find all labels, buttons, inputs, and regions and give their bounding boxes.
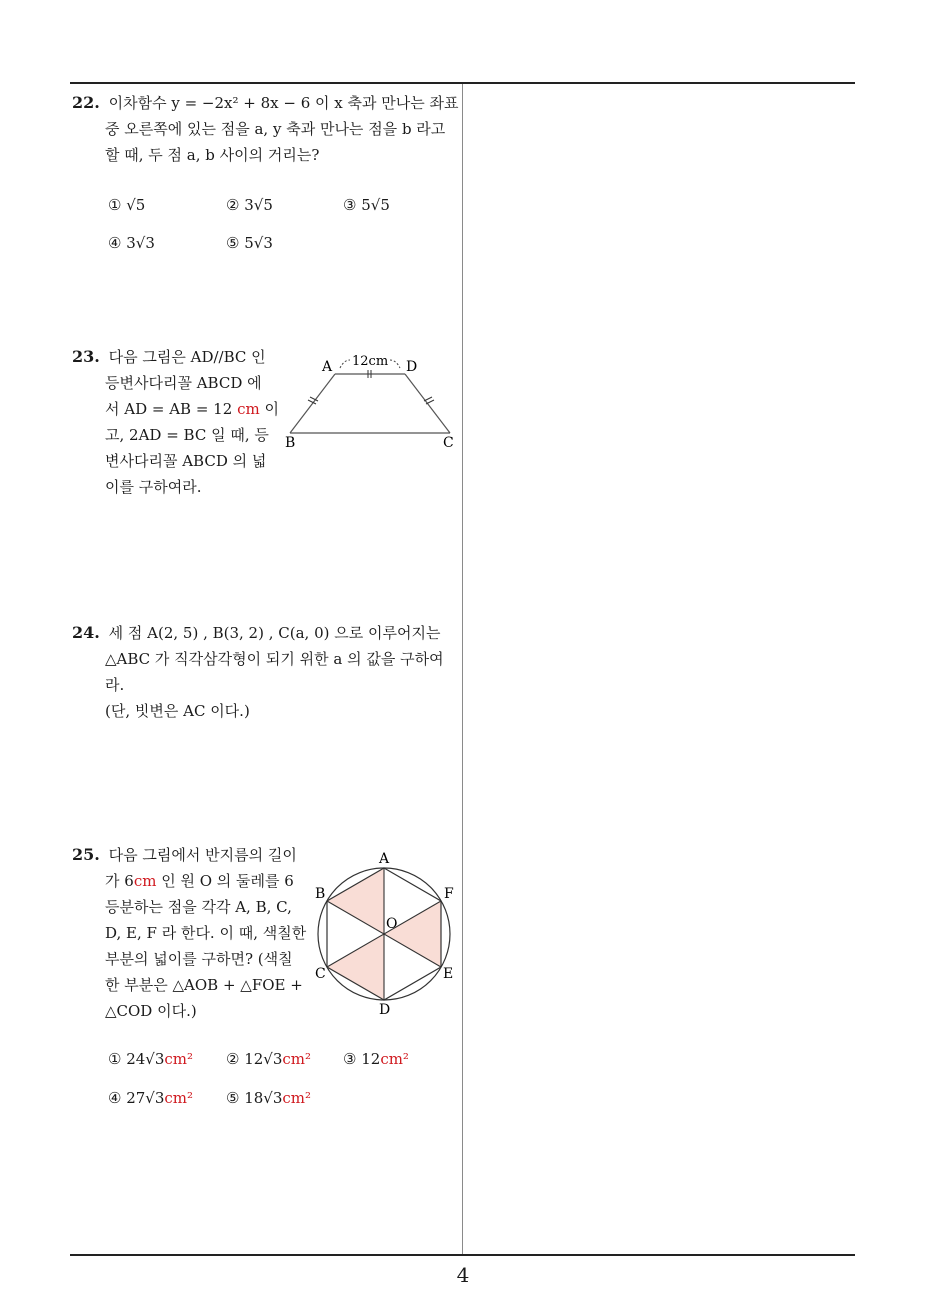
question-number: 23. (72, 347, 100, 366)
question-number: 25. (72, 845, 100, 864)
choice-1[interactable]: ① 24√3cm² (108, 1050, 194, 1068)
choice-4[interactable]: ④ 27√3cm² (108, 1089, 194, 1107)
question-24-body (105, 646, 444, 724)
choice-5[interactable]: ⑤ 5√3 (226, 234, 273, 252)
question-25-body (105, 868, 306, 1024)
point-b-label: B (315, 886, 326, 902)
center-o-label: O (386, 916, 398, 932)
point-d-label: D (379, 1002, 391, 1018)
choice-3[interactable]: ③ 12cm² (343, 1050, 409, 1068)
choice-1[interactable]: ① √5 (108, 196, 146, 214)
question-text-line: 서 AD = AB = 12 cm 이 (105, 400, 279, 418)
question-text-line: D, E, F 라 한다. 이 때, 색칠한 (105, 924, 307, 942)
question-number: 24. (72, 623, 100, 642)
point-a-label: A (379, 851, 390, 867)
unit-cm: cm (237, 400, 260, 418)
choice-3[interactable]: ③ 5√5 (343, 196, 390, 214)
unit-cm2: cm² (164, 1089, 194, 1107)
choice-4[interactable]: ④ 3√3 (108, 234, 155, 252)
choice-5[interactable]: ⑤ 18√3cm² (226, 1089, 312, 1107)
unit-cm2: cm² (380, 1050, 409, 1068)
question-text-line: 세 점 A(2, 5) , B(3, 2) , C(a, 0) 으로 이루어지는 (108, 624, 441, 642)
bottom-rule (70, 1254, 855, 1256)
page-number: 4 (456, 1263, 470, 1287)
trapezoid-figure (280, 350, 460, 455)
question-25 (72, 842, 297, 868)
question-text-line: 할 때, 두 점 a, b 사이의 거리는? (105, 146, 320, 164)
unit-cm2: cm² (282, 1050, 312, 1068)
question-text-line: 한 부분은 △AOB + △FOE + (105, 976, 303, 994)
question-22-body (105, 116, 445, 168)
question-text-line: △COD 이다.) (105, 1002, 197, 1020)
question-text-line: 다음 그림은 AD//BC 인 (108, 348, 266, 366)
question-text-line: 중 오른쪽에 있는 점을 a, y 축과 만나는 점을 b 라고 (105, 120, 446, 138)
question-text-line: (단, 빗변은 AC 이다.) (105, 702, 250, 720)
point-f-label: F (444, 886, 454, 902)
question-text-line: 다음 그림에서 반지름의 길이 (108, 846, 297, 864)
point-e-label: E (443, 966, 454, 982)
question-23-body (105, 370, 279, 500)
question-text-line: 라. (105, 676, 125, 694)
question-22 (72, 90, 459, 116)
hexagon-circle-figure (310, 850, 460, 1020)
vertex-d-label: D (406, 359, 418, 375)
question-text-line: 가 6cm 인 원 O 의 둘레를 6 (105, 872, 294, 890)
question-text-line: 부분의 넓이를 구하면? (색칠 (105, 950, 293, 968)
question-text-line: △ABC 가 직각삼각형이 되기 위한 a 의 값을 구하여 (105, 650, 444, 668)
question-number: 22. (72, 93, 100, 112)
question-24 (72, 620, 440, 646)
question-23 (72, 344, 266, 370)
unit-cm: cm (133, 872, 157, 890)
unit-cm2: cm² (282, 1089, 312, 1107)
question-text-line: 이차함수 y = −2x² + 8x − 6 이 x 축과 만나는 좌표 (108, 94, 459, 112)
question-text-line: 변사다리꼴 ABCD 의 넓 (105, 452, 267, 470)
point-c-label: C (315, 966, 326, 982)
question-text-line: 등변사다리꼴 ABCD 에 (105, 374, 262, 392)
unit-cm2: cm² (164, 1050, 194, 1068)
side-length-label: 12cm (352, 354, 389, 369)
choice-2[interactable]: ② 12√3cm² (226, 1050, 312, 1068)
choice-2[interactable]: ② 3√5 (226, 196, 273, 214)
vertex-b-label: B (285, 435, 296, 451)
vertex-a-label: A (322, 359, 333, 375)
question-text-line: 등분하는 점을 각각 A, B, C, (105, 898, 292, 916)
question-text-line: 이를 구하여라. (105, 478, 202, 496)
question-text-line: 고, 2AD = BC 일 때, 등 (105, 426, 269, 444)
column-divider (462, 84, 463, 1256)
vertex-c-label: C (443, 435, 454, 451)
